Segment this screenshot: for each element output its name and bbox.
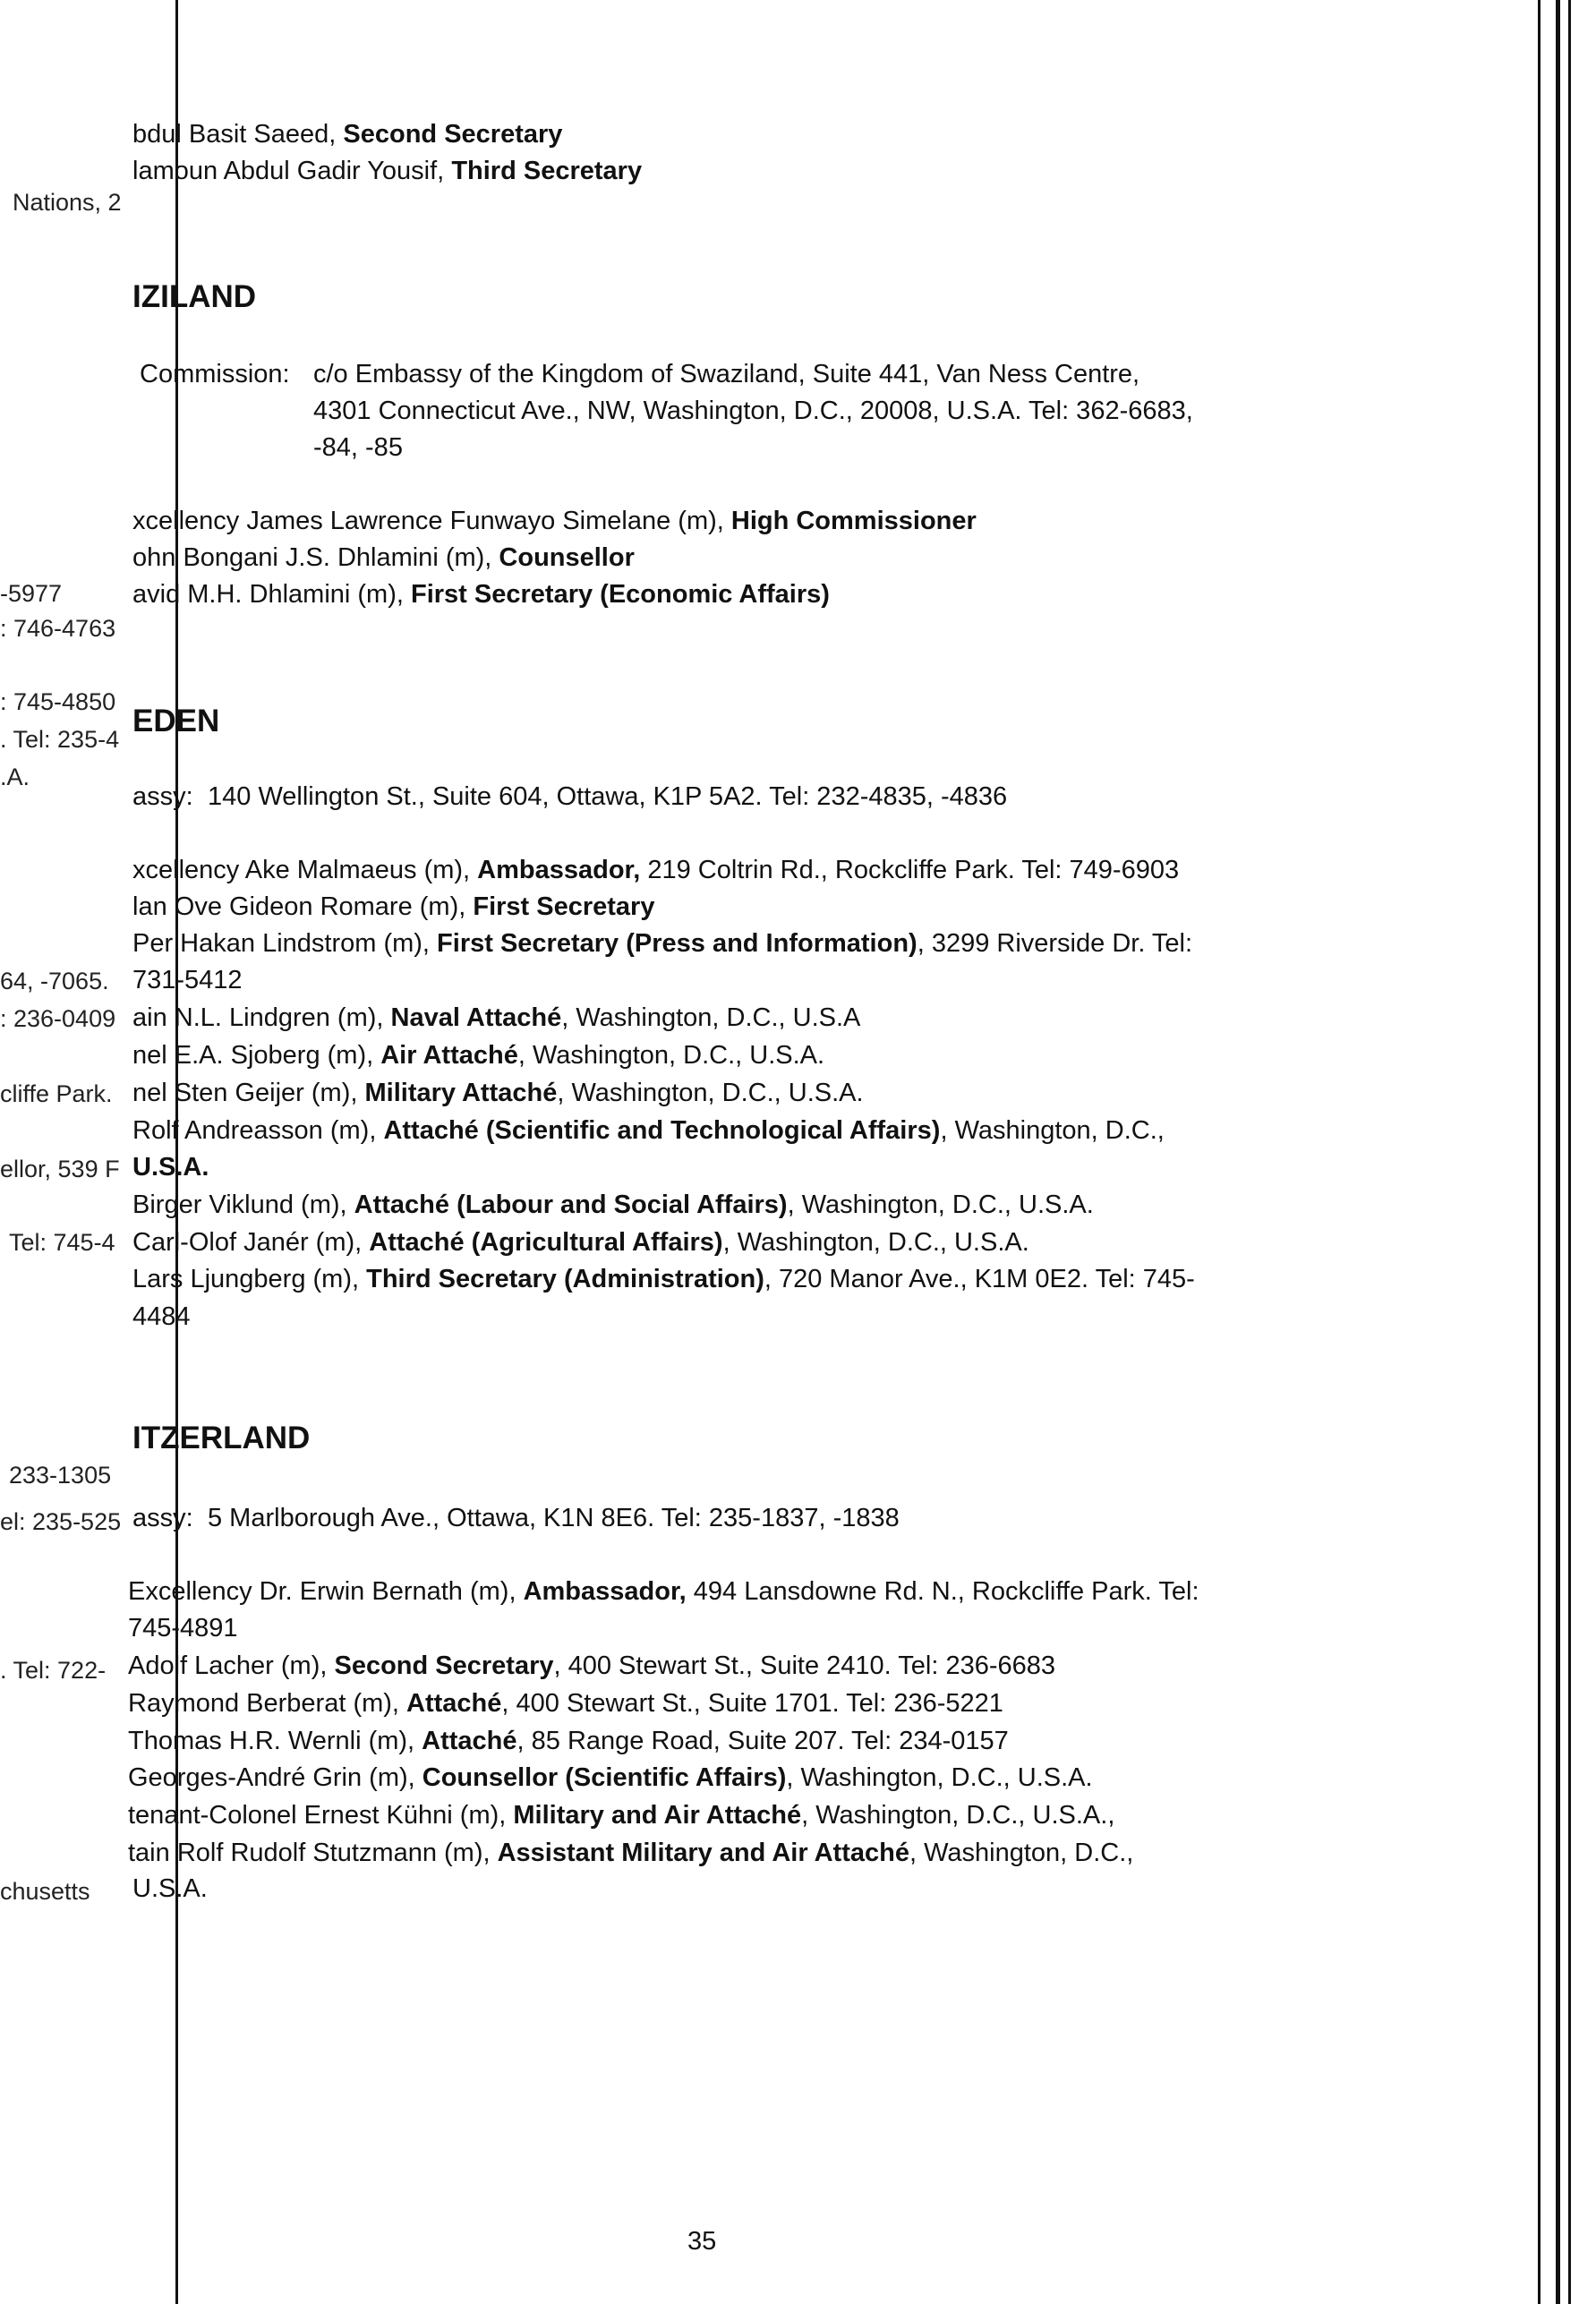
staff-line xyxy=(132,891,654,923)
office-address-line: 4301 Connecticut Ave., NW, Washington, D.C., 20008, U.S.A. Tel: 362-6683, xyxy=(313,397,1193,425)
staff-name: lan Ove Gideon Romare (m), xyxy=(132,892,474,921)
staff-name: Per Hakan Lindstrom (m), xyxy=(132,929,438,958)
office-address-line: 5 Marlborough Ave., Ottawa, K1N 8E6. Tel: 235-1837, -1838 xyxy=(208,1504,900,1532)
staff-detail: , 3299 Riverside Dr. Tel: xyxy=(917,929,1193,958)
staff-line xyxy=(128,1725,1009,1757)
staff-title: Assistant Military and Air Attaché xyxy=(497,1839,909,1867)
staff-line xyxy=(132,1301,191,1333)
left-fragment: ellor, 539 F xyxy=(0,1156,120,1182)
staff-title: Third Secretary (Administration) xyxy=(366,1265,764,1293)
staff-line xyxy=(132,1114,1165,1147)
staff-detail: 219 Coltrin Rd., Rockcliffe Park. Tel: 749-6903 xyxy=(640,856,1180,884)
staff-line xyxy=(132,542,635,574)
staff-name: Excellency Dr. Erwin Bernath (m), xyxy=(128,1577,524,1606)
staff-detail: , Washington, D.C., xyxy=(909,1839,1134,1867)
staff-line xyxy=(132,854,1179,886)
staff-name: tain Rolf Rudolf Stutzmann (m), xyxy=(128,1839,498,1867)
staff-line xyxy=(132,505,977,537)
staff-detail: , Washington, D.C., xyxy=(940,1116,1165,1145)
staff-detail: 731-5412 xyxy=(132,966,243,994)
staff-line xyxy=(132,1002,860,1034)
staff-title: First Secretary xyxy=(473,892,655,921)
left-fragment: Nations, 2 xyxy=(13,189,122,216)
staff-title: Air Attaché xyxy=(380,1041,518,1070)
staff-title: Ambassador, xyxy=(523,1577,687,1606)
staff-title: U.S.A. xyxy=(132,1153,209,1182)
staff-line xyxy=(128,1762,1093,1794)
staff-title: Attaché (Scientific and Technological Affairs) xyxy=(383,1116,941,1145)
staff-line xyxy=(132,1039,824,1071)
staff-line xyxy=(128,1650,1055,1682)
staff-title: Attaché (Labour and Social Affairs) xyxy=(354,1190,788,1219)
staff-title: Third Secretary xyxy=(451,157,643,185)
staff-detail: 745-4891 xyxy=(128,1614,238,1643)
staff-line xyxy=(132,118,562,150)
staff-name: nel E.A. Sjoberg (m), xyxy=(132,1041,381,1070)
left-fragment: : 745-4850 xyxy=(0,688,116,715)
staff-line xyxy=(132,578,830,610)
country-heading-swaziland: IZILAND xyxy=(132,279,257,314)
staff-line xyxy=(132,1263,1195,1295)
staff-line xyxy=(132,964,243,996)
staff-name: Lars Ljungberg (m), xyxy=(132,1265,367,1293)
office-label: Commission: xyxy=(140,360,290,388)
staff-name: nel Sten Geijer (m), xyxy=(132,1079,365,1107)
staff-detail: , 720 Manor Ave., K1M 0E2. Tel: 745- xyxy=(764,1265,1195,1293)
staff-name: xcellency James Lawrence Funwayo Simelane (m), xyxy=(132,507,731,535)
page-number: 35 xyxy=(687,2227,717,2256)
left-fragment: 64, -7065. xyxy=(0,968,109,994)
left-fragment: Tel: 745-4 xyxy=(9,1229,115,1256)
staff-line xyxy=(132,1873,208,1905)
staff-line xyxy=(128,1687,1003,1719)
staff-name: Thomas H.R. Wernli (m), xyxy=(128,1727,422,1755)
staff-title: Attaché xyxy=(422,1727,517,1755)
staff-detail: , Washington, D.C., U.S.A. xyxy=(517,1041,825,1070)
office-address-line: -84, -85 xyxy=(313,433,403,462)
staff-detail: , Washington, D.C., U.S.A. xyxy=(722,1228,1029,1257)
staff-name: lamoun Abdul Gadir Yousif, xyxy=(132,157,452,185)
staff-title: Naval Attaché xyxy=(390,1003,562,1032)
staff-name: ain N.L. Lindgren (m), xyxy=(132,1003,391,1032)
country-heading-sweden: EDEN xyxy=(132,704,220,738)
staff-detail: , 400 Stewart St., Suite 2410. Tel: 236-6683 xyxy=(553,1651,1056,1680)
staff-detail: , Washington, D.C., U.S.A xyxy=(561,1003,861,1032)
staff-name: Carl-Olof Janér (m), xyxy=(132,1228,370,1257)
staff-name: Rolf Andreasson (m), xyxy=(132,1116,384,1145)
staff-line xyxy=(128,1612,238,1644)
staff-line xyxy=(128,1837,1133,1869)
left-fragment: chusetts xyxy=(0,1878,90,1905)
staff-title: Second Secretary xyxy=(334,1651,554,1680)
right-border-rule-2 xyxy=(1556,0,1560,2304)
staff-title: First Secretary (Economic Affairs) xyxy=(411,580,830,609)
staff-detail: , Washington, D.C., U.S.A. xyxy=(557,1079,864,1107)
left-fragment: : 236-0409 xyxy=(0,1005,116,1032)
office-label: assy: xyxy=(132,1504,193,1532)
staff-name: ohn Bongani J.S. Dhlamini (m), xyxy=(132,543,499,572)
staff-detail: , Washington, D.C., U.S.A., xyxy=(801,1801,1115,1830)
staff-line xyxy=(132,1151,209,1183)
staff-title: First Secretary (Press and Information) xyxy=(437,929,917,958)
left-fragment: -5977 xyxy=(0,580,63,607)
left-fragment: 233-1305 xyxy=(9,1462,112,1489)
staff-name: Birger Viklund (m), xyxy=(132,1190,354,1219)
staff-line xyxy=(128,1575,1199,1608)
staff-detail: , Washington, D.C., U.S.A. xyxy=(787,1190,1094,1219)
staff-title: Counsellor xyxy=(499,543,635,572)
left-fragment: : 746-4763 xyxy=(0,615,116,642)
staff-title: Counsellor (Scientific Affairs) xyxy=(422,1763,787,1792)
staff-line xyxy=(132,1226,1029,1259)
left-fragment: . Tel: 722- xyxy=(0,1657,107,1684)
left-fragment: . Tel: 235-4 xyxy=(0,726,120,753)
staff-detail: 494 Lansdowne Rd. N., Rockcliffe Park. Tel: xyxy=(686,1577,1199,1606)
office-address-line: 140 Wellington St., Suite 604, Ottawa, K1P 5A2. Tel: 232-4835, -4836 xyxy=(208,782,1008,811)
staff-name: Georges-André Grin (m), xyxy=(128,1763,422,1792)
staff-title: Second Secretary xyxy=(343,120,563,149)
left-fragment: .A. xyxy=(0,764,30,790)
staff-name: bdul Basit Saeed, xyxy=(132,120,344,149)
right-border-rule-1 xyxy=(1538,0,1541,2304)
staff-title: Military Attaché xyxy=(364,1079,558,1107)
staff-line xyxy=(132,1189,1094,1221)
staff-title: Ambassador, xyxy=(477,856,641,884)
left-fragment: el: 235-525 xyxy=(0,1508,122,1535)
staff-name: xcellency Ake Malmaeus (m), xyxy=(132,856,478,884)
right-border-rule-3 xyxy=(1568,0,1571,2304)
staff-title: Attaché xyxy=(406,1689,502,1718)
staff-title: Military and Air Attaché xyxy=(513,1801,802,1830)
office-label: assy: xyxy=(132,782,193,811)
staff-name: Raymond Berberat (m), xyxy=(128,1689,407,1718)
staff-detail: , Washington, D.C., U.S.A. xyxy=(786,1763,1093,1792)
staff-detail: U.S.A. xyxy=(132,1874,208,1903)
staff-line xyxy=(132,155,642,187)
staff-line xyxy=(132,1077,864,1109)
left-fragment: cliffe Park. xyxy=(0,1080,113,1107)
staff-title: Attaché (Agricultural Affairs) xyxy=(369,1228,723,1257)
staff-detail: , 400 Stewart St., Suite 1701. Tel: 236-5221 xyxy=(501,1689,1003,1718)
staff-line xyxy=(132,927,1192,960)
staff-name: tenant-Colonel Ernest Kühni (m), xyxy=(128,1801,514,1830)
staff-detail: 4484 xyxy=(132,1302,191,1331)
staff-name: avid M.H. Dhlamini (m), xyxy=(132,580,411,609)
staff-name: Adolf Lacher (m), xyxy=(128,1651,335,1680)
office-address-line: c/o Embassy of the Kingdom of Swaziland, Suite 441, Van Ness Centre, xyxy=(313,360,1140,388)
country-heading-switzerland: ITZERLAND xyxy=(132,1421,311,1455)
staff-line xyxy=(128,1799,1114,1831)
staff-title: High Commissioner xyxy=(730,507,977,535)
staff-detail: , 85 Range Road, Suite 207. Tel: 234-0157 xyxy=(516,1727,1009,1755)
